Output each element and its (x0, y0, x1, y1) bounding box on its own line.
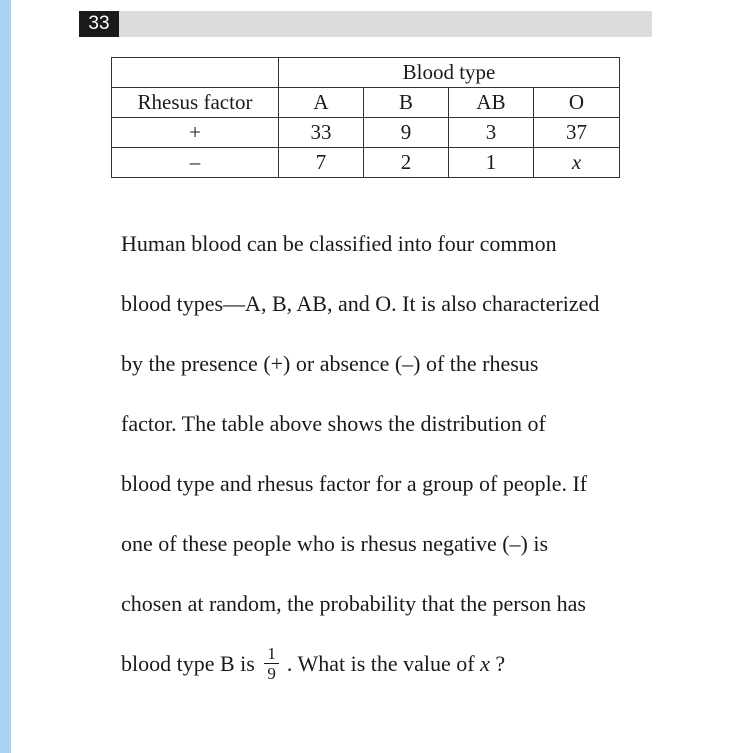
passage-line: by the presence (+) or absence (–) of the rhesus (121, 351, 539, 376)
table-row (112, 118, 620, 148)
fraction-denominator: 9 (267, 664, 276, 684)
table-cell: 37 (534, 118, 620, 148)
passage-line: blood type and rhesus factor for a group of people. If (121, 471, 588, 496)
question-header-bar (79, 11, 652, 37)
table-row-label: + (112, 118, 279, 148)
passage-line: chosen at random, the probability that the person has (121, 591, 586, 616)
table-cell: 1 (449, 148, 534, 178)
passage-line: Human blood can be classified into four common (121, 231, 557, 256)
table-column-header-row (112, 88, 620, 118)
final-line-prefix: blood type B is (121, 651, 255, 676)
passage-final-line (121, 644, 681, 704)
table-cell: 2 (364, 148, 449, 178)
table-group-header-row (112, 58, 620, 88)
blood-type-table (111, 57, 620, 178)
variable-x: x (480, 651, 490, 676)
table-column-header: O (534, 88, 620, 118)
table-row-header: Rhesus factor (112, 88, 279, 118)
table-cell: 9 (364, 118, 449, 148)
question-mark: ? (495, 651, 506, 676)
table-row-label: – (112, 148, 279, 178)
fraction-numerator: 1 (264, 644, 279, 664)
table-group-header: Blood type (279, 58, 620, 88)
table-column-header: AB (449, 88, 534, 118)
left-rail (0, 0, 11, 753)
question-passage (121, 224, 681, 704)
table-cell: 3 (449, 118, 534, 148)
table-cell-unknown: x (534, 148, 620, 178)
table-row (112, 148, 620, 178)
probability-fraction (264, 644, 279, 683)
table-cell: 7 (279, 148, 364, 178)
passage-line: blood types—A, B, AB, and O. It is also characterized (121, 291, 600, 316)
passage-line: one of these people who is rhesus negative (–) is (121, 531, 549, 556)
final-line-suffix: . What is the value of (286, 651, 475, 676)
question-number: 33 (79, 11, 119, 37)
table-column-header: B (364, 88, 449, 118)
table-corner-cell (112, 58, 279, 88)
table-cell: 33 (279, 118, 364, 148)
table-column-header: A (279, 88, 364, 118)
passage-line: factor. The table above shows the distribution of (121, 411, 546, 436)
